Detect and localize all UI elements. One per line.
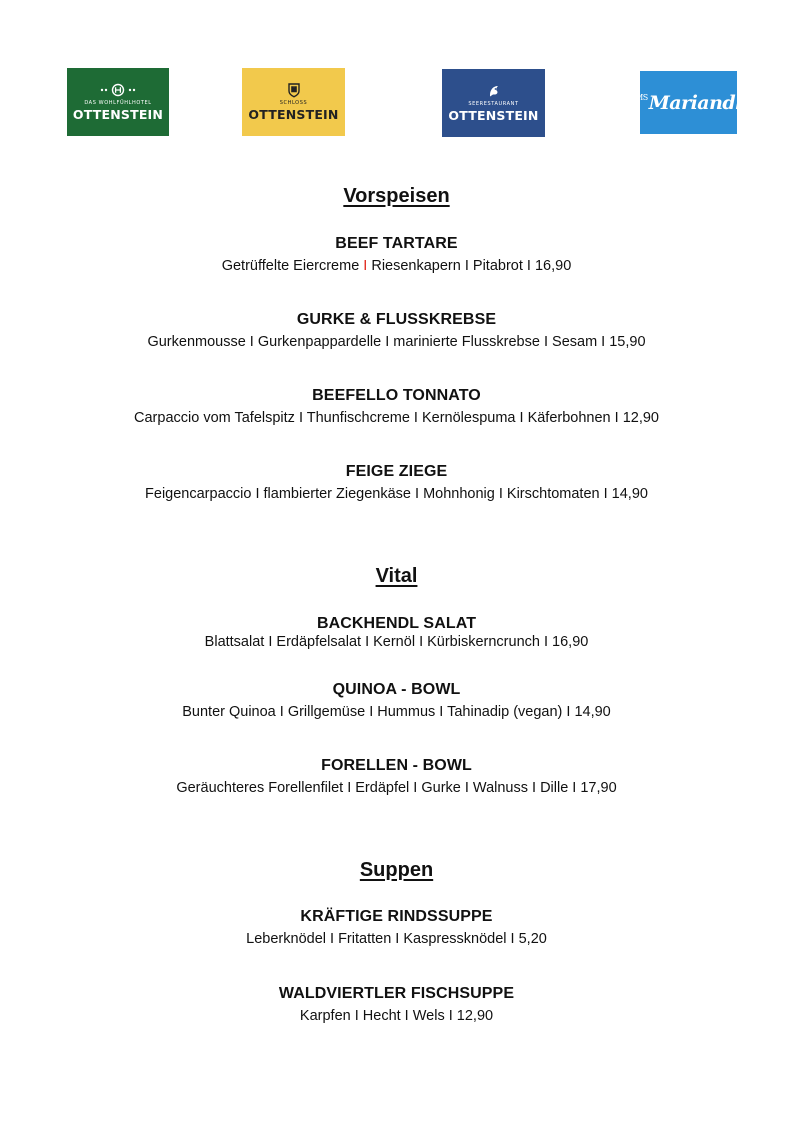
section-title-vital: Vital — [375, 565, 418, 587]
dish-name: KRÄFTIGE RINDSSUPPE — [300, 908, 493, 925]
logo-subtitle: SEERESTAURANT — [468, 101, 519, 107]
dish-name: BEEF TARTARE — [335, 235, 458, 252]
dish-name: BACKHENDL SALAT — [316, 615, 477, 632]
menu-item — [0, 757, 793, 796]
logo-schloss — [242, 68, 345, 136]
dish-name: BEEFELLO TONNATO — [312, 387, 481, 404]
h-crest-icon — [98, 82, 138, 98]
logo-ms-mariandl — [635, 71, 742, 134]
section-title-vorspeisen: Vorspeisen — [343, 185, 450, 207]
dish-description: Gurkenmousse I Gurkenpappardelle I marinierte Flusskrebse I Sesam I 15,90 — [147, 334, 646, 350]
menu-item — [0, 463, 793, 502]
menu-item — [0, 387, 793, 426]
menu-item — [0, 985, 793, 1024]
logo-subtitle: SCHLOSS — [279, 100, 308, 106]
dish-description: Geräuchteres Forellenfilet I Erdäpfel I Gurke I Walnuss I Dille I 17,90 — [176, 780, 617, 796]
dish-description: Blattsalat I Erdäpfelsalat I Kernöl I Kürbiskerncrunch I 16,90 — [204, 634, 589, 650]
dish-description: Carpaccio vom Tafelspitz I Thunfischcreme I Kernölespuma I Käferbohnen I 12,90 — [134, 410, 659, 426]
logo-bar — [0, 0, 793, 140]
dish-description: Feigencarpaccio I flambierter Ziegenkäse I Mohnhonig I Kirschtomaten I 14,90 — [145, 486, 648, 502]
dish-description: Getrüffelte Eiercreme I Riesenkapern I Pitabrot I 16,90 — [221, 258, 572, 274]
logo-subtitle: DAS WOHLFÜHLHOTEL — [84, 100, 152, 106]
menu-item — [0, 681, 793, 720]
logo-title: OTTENSTEIN — [448, 108, 539, 123]
logo-title: OTTENSTEIN — [72, 107, 164, 122]
dish-name: QUINOA - BOWL — [332, 681, 461, 698]
menu-item — [0, 235, 793, 274]
logo-wohlfuehlhotel — [67, 68, 169, 136]
logo-script-text: $^{MS}$Mariandl — [635, 91, 742, 114]
menu-item — [0, 615, 793, 650]
menu-item — [0, 908, 793, 947]
dish-name: GURKE & FLUSSKREBSE — [296, 311, 497, 328]
menu-item — [0, 311, 793, 350]
castle-crest-icon — [286, 82, 302, 98]
logo-seerestaurant — [442, 69, 545, 137]
dish-name: FORELLEN - BOWL — [321, 757, 472, 774]
dish-description: Karpfen I Hecht I Wels I 12,90 — [299, 1008, 494, 1024]
dish-description: Leberknödel I Fritatten I Kaspressknödel I 5,20 — [246, 931, 547, 947]
dish-name: FEIGE ZIEGE — [345, 463, 448, 480]
section-title-suppen: Suppen — [359, 859, 434, 881]
logo-title: OTTENSTEIN — [248, 107, 339, 122]
dish-description: Bunter Quinoa I Grillgemüse I Hummus I Tahinadip (vegan) I 14,90 — [182, 704, 611, 720]
fish-crest-icon — [486, 83, 502, 99]
dish-name: WALDVIERTLER FISCHSUPPE — [278, 985, 515, 1002]
separator-red: I — [363, 258, 368, 274]
